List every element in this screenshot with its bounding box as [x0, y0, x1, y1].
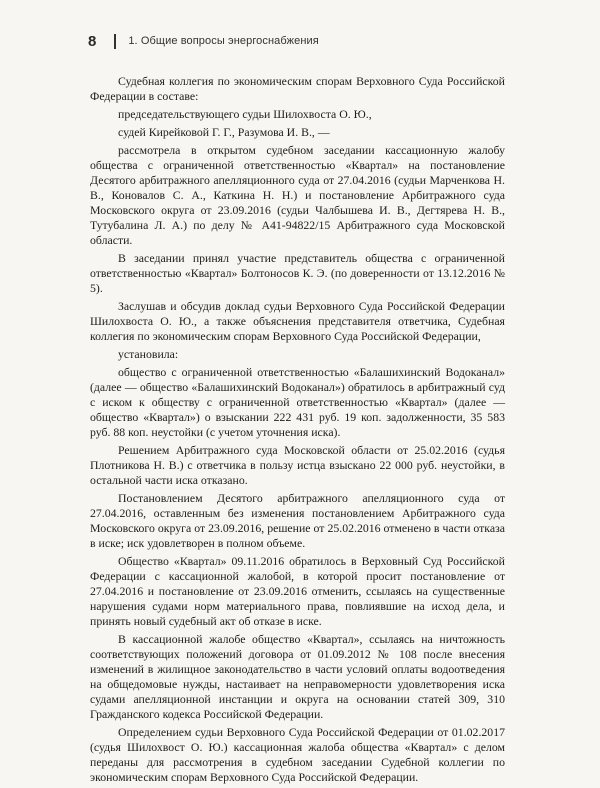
- header-divider: [114, 34, 116, 49]
- paragraph-claim: общество с ограниченной ответственностью «Балашихинский Водоканал» (далее — общество «Балашихинский Водоканал») обратилось в арбитражный суд с иском к обществу с ограниченной ответственностью «Квартал» (далее — общество «Квартал») о взыскании 222 431 руб. 19 коп. задолженности, 35 583 руб. 88 коп. неустойки (с учетом уточнения иска).: [90, 365, 505, 439]
- page-number: 8: [88, 32, 97, 50]
- paragraph-cassation-filing: Общество «Квартал» 09.11.2016 обратилось в Верховный Суд Российской Федерации с кассационной жалобой, в которой просит постановление от 27.04.2016 и постановление от 23.09.2016 отменить, ссылаясь на существенные нарушения судами норм материального права, повлиявшие на исход дела, и принять новый судебный акт об отказе в иске.: [90, 554, 505, 628]
- paragraph-cassation-arguments: В кассационной жалобе общество «Квартал», ссылаясь на ничтожность соответствующих положений договора от 01.09.2012 № 108 после внесения изменений в жилищное законодательство в части условий оплаты водоотведения на общедомовые нужды, настаивает на неправомерности удовлетворения иска судами апелляционной инстанции и округа на основании статей 309, 310 Гражданского кодекса Российской Федерации.: [90, 632, 505, 721]
- paragraph-considered: рассмотрела в открытом судебном заседании кассационную жалобу общества с ограниченной ответственностью «Квартал» на постановление Десятого арбитражного апелляционного суда от 27.04.2016 (судьи Марченкова Н. В., Коновалов С. А., Каткина Н. Н.) и постановление Арбитражного суда Московского округа от 23.09.2016 (судьи Чалбышева И. В., Дегтярева Н. В., Тутубалина Л. А.) по делу № А41-94822/15 Арбитражного суда Московской области.: [90, 143, 505, 247]
- paragraph-judges: судей Кирейковой Г. Г., Разумова И. В., —: [118, 125, 330, 139]
- paragraph-heard: Заслушав и обсудив доклад судьи Верховного Суда Российской Федерации Шилохвоста О. Ю., а также объяснения представителя ответчика, Судебная коллегия по экономическим спорам Верховного Суда Российской Федерации,: [90, 299, 505, 343]
- paragraph-appeal: Постановлением Десятого арбитражного апелляционного суда от 27.04.2016, оставленным без изменения постановлением Арбитражного суда Московского округа от 23.09.2016, решение от 25.02.2016 отменено в части отказа в иске; иск удовлетворен в полном объеме.: [90, 491, 505, 550]
- paragraph-collegium: Судебная коллегия по экономическим спорам Верховного Суда Российской Федерации в составе:: [90, 74, 505, 103]
- document-body: [90, 74, 505, 788]
- paragraph-referral: Определением судьи Верховного Суда Российской Федерации от 01.02.2017 (судья Шилохвост О. Ю.) кассационная жалоба общества «Квартал» с делом переданы для рассмотрения в судебном заседании Судебной коллегии по экономическим спорам Верховного Суда Российской Федерации.: [90, 725, 505, 784]
- paragraph-established: установила:: [118, 347, 179, 361]
- paragraph-decision: Решением Арбитражного суда Московской области от 25.02.2016 (судья Плотникова Н. В.) с ответчика в пользу истца взыскано 22 000 руб. неустойки, в остальной части иска отказано.: [90, 443, 505, 487]
- paragraph-participant: В заседании принял участие представитель общества с ограниченной ответственностью «Квартал» Болтоносов К. Э. (по доверенности от 13.12.2016 № 5).: [90, 251, 505, 295]
- page-header: [88, 30, 560, 52]
- paragraph-presiding: председательствующего судьи Шилохвоста О. Ю.,: [118, 107, 372, 121]
- running-title: 1. Общие вопросы энергоснабжения: [128, 35, 319, 47]
